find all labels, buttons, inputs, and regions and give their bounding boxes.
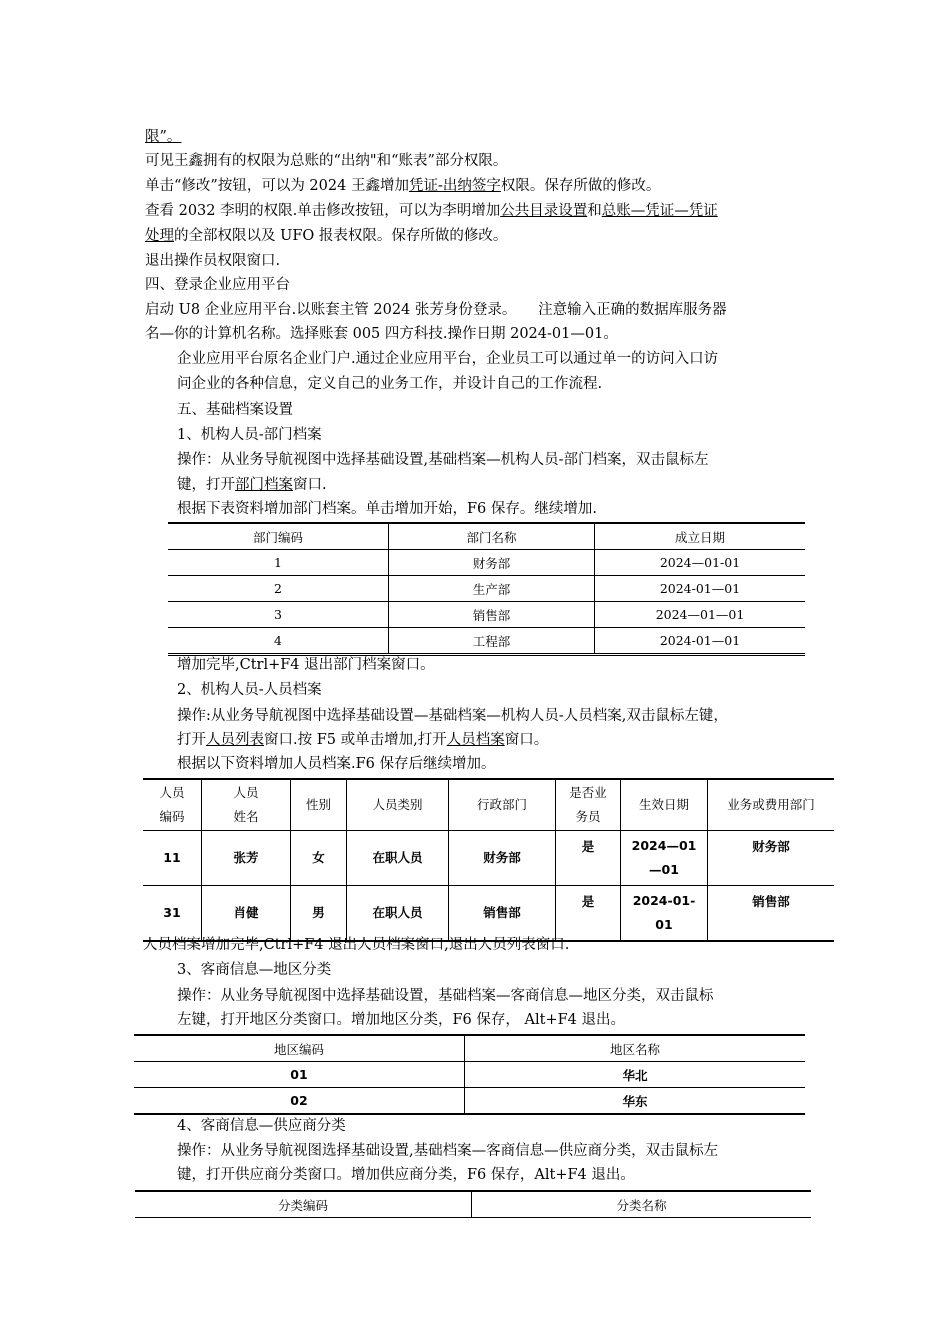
table-cell: 2024-01- 01 — [621, 886, 708, 942]
table-row — [168, 602, 805, 628]
table-row — [134, 1062, 805, 1088]
table-row — [168, 576, 805, 602]
table-header-row — [134, 1035, 805, 1062]
table-header-cell: 行政部门 — [449, 779, 556, 831]
table-row — [168, 550, 805, 576]
table-cell: 2024-01—01 — [595, 628, 806, 655]
paragraph: 人员档案增加完毕,Ctrl+F4 退出人员档案窗口,退出人员列表窗口. — [143, 937, 570, 953]
table-header-cell: 生效日期 — [621, 779, 708, 831]
table-cell: 是 — [556, 886, 621, 942]
table-cell: 肖健 — [202, 886, 291, 942]
table-header-row — [135, 1191, 811, 1218]
table-cell: 1 — [168, 550, 389, 576]
underlined-text: 处理 — [145, 228, 174, 244]
table-cell: 销售部 — [389, 602, 595, 628]
paragraph: 名—你的计算机名称。选择账套 005 四方科技.操作日期 2024-01—01。 — [145, 326, 618, 342]
paragraph: 可见王鑫拥有的权限为总账的“出纳"和“账表”部分权限。 — [145, 153, 508, 169]
table-cell: 2 — [168, 576, 389, 602]
table-header-cell: 部门名称 — [389, 523, 595, 550]
table-cell: 3 — [168, 602, 389, 628]
paragraph: 操作：从业务导航视图中选择基础设置，基础档案—客商信息—地区分类，双击鼠标 — [177, 988, 714, 1004]
region-table — [134, 1034, 805, 1115]
underlined-text: 部门档案 — [235, 477, 293, 493]
underlined-text: 限”。 — [145, 129, 182, 145]
table-cell: 2024-01—01 — [595, 576, 806, 602]
paragraph: 处理的全部权限以及 UFO 报表权限。保存所做的修改。 — [145, 228, 508, 244]
table-header-cell: 地区编码 — [134, 1035, 465, 1062]
table-header-cell: 分类名称 — [472, 1191, 812, 1218]
table-cell: 销售部 — [449, 886, 556, 942]
paragraph: 操作：从业务导航视图选择基础设置,基础档案—客商信息—供应商分类，双击鼠标左 — [177, 1143, 719, 1159]
table-cell: 2024—01—01 — [595, 602, 806, 628]
section-heading: 四、登录企业应用平台 — [145, 277, 290, 293]
paragraph: 问企业的各种信息，定义自己的业务工作，并设计自己的工作流程. — [177, 376, 603, 392]
underlined-text: 人员列表 — [206, 732, 264, 748]
table-header-row — [143, 779, 834, 831]
underlined-text: 公共目录设置 — [500, 203, 588, 219]
table-cell: 销售部 — [708, 886, 835, 942]
table-header-row — [168, 523, 805, 550]
paragraph: 根据下表资料增加部门档案。单击增加开始，F6 保存。继续增加. — [177, 501, 598, 517]
paragraph: 根据以下资料增加人员档案.F6 保存后继续增加。 — [177, 756, 496, 772]
paragraph: 退出操作员权限窗口. — [145, 253, 281, 269]
table-cell: 31 — [143, 886, 202, 942]
table-cell: 财务部 — [389, 550, 595, 576]
table-cell: 在职人员 — [347, 886, 449, 942]
paragraph: 查看 2032 李明的权限.单击修改按钮，可以为李明增加公共目录设置和总账—凭证—凭证 — [145, 203, 718, 219]
table-cell: 华东 — [465, 1088, 806, 1115]
table-header-cell: 人员 编码 — [143, 779, 202, 831]
table-cell: 女 — [291, 831, 347, 886]
underlined-text: 人员档案 — [446, 732, 505, 748]
paragraph: 打开人员列表窗口.按 F5 或单击增加,打开人员档案窗口。 — [177, 732, 549, 748]
table-row — [143, 831, 834, 886]
table-cell: 11 — [143, 831, 202, 886]
table-cell: 张芳 — [202, 831, 291, 886]
table-cell: 华北 — [465, 1062, 806, 1088]
table-cell: 2024—01-01 — [595, 550, 806, 576]
underlined-text: 总账—凭证—凭证 — [601, 203, 718, 219]
table-cell: 财务部 — [449, 831, 556, 886]
subsection-heading: 4、客商信息—供应商分类 — [177, 1118, 346, 1134]
table-row — [143, 886, 834, 942]
table-cell: 财务部 — [708, 831, 835, 886]
table-cell: 01 — [134, 1062, 465, 1088]
paragraph: 启动 U8 企业应用平台.以账套主管 2024 张芳身份登录。 注意输入正确的数据库服务器 — [145, 302, 727, 318]
table-header-cell: 分类编码 — [135, 1191, 472, 1218]
paragraph: 键，打开供应商分类窗口。增加供应商分类，F6 保存，Alt+F4 退出。 — [177, 1167, 635, 1183]
person-table — [143, 778, 834, 942]
supplier-category-table — [135, 1190, 811, 1218]
table-cell: 生产部 — [389, 576, 595, 602]
paragraph: 单击“修改”按钮，可以为 2024 王鑫增加凭证-出纳签字权限。保存所做的修改。 — [145, 178, 661, 194]
table-row — [168, 628, 805, 655]
table-cell: 4 — [168, 628, 389, 655]
paragraph: 企业应用平台原名企业门户.通过企业应用平台，企业员工可以通过单一的访问入口访 — [177, 351, 719, 367]
table-cell: 2024—01 —01 — [621, 831, 708, 886]
table-cell: 是 — [556, 831, 621, 886]
table-header-cell: 地区名称 — [465, 1035, 806, 1062]
table-header-cell: 是否业 务员 — [556, 779, 621, 831]
section-heading: 五、基础档案设置 — [177, 402, 293, 418]
paragraph: 增加完毕,Ctrl+F4 退出部门档案窗口。 — [177, 657, 435, 673]
table-row — [134, 1088, 805, 1115]
subsection-heading: 2、机构人员-人员档案 — [177, 682, 322, 698]
table-header-cell: 性别 — [291, 779, 347, 831]
table-cell: 在职人员 — [347, 831, 449, 886]
paragraph: 操作:从业务导航视图中选择基础设置—基础档案—机构人员-人员档案,双击鼠标左键， — [177, 708, 728, 724]
underlined-text: 凭证-出纳签字 — [408, 178, 501, 194]
table-cell: 02 — [134, 1088, 465, 1115]
subsection-heading: 3、客商信息—地区分类 — [177, 962, 332, 978]
table-header-cell: 成立日期 — [595, 523, 806, 550]
table-header-cell: 人员类别 — [347, 779, 449, 831]
department-table — [168, 522, 805, 656]
paragraph: 左键，打开地区分类窗口。增加地区分类，F6 保存， Alt+F4 退出。 — [177, 1012, 625, 1028]
paragraph: 操作：从业务导航视图中选择基础设置,基础档案—机构人员-部门档案，双击鼠标左 — [177, 452, 709, 468]
paragraph — [145, 126, 181, 148]
table-header-cell: 部门编码 — [168, 523, 389, 550]
table-cell: 工程部 — [389, 628, 595, 655]
subsection-heading: 1、机构人员-部门档案 — [177, 427, 322, 443]
table-header-cell: 人员 姓名 — [202, 779, 291, 831]
table-header-cell: 业务或费用部门 — [708, 779, 835, 831]
table-cell: 男 — [291, 886, 347, 942]
paragraph: 键，打开部门档案窗口. — [177, 477, 327, 493]
